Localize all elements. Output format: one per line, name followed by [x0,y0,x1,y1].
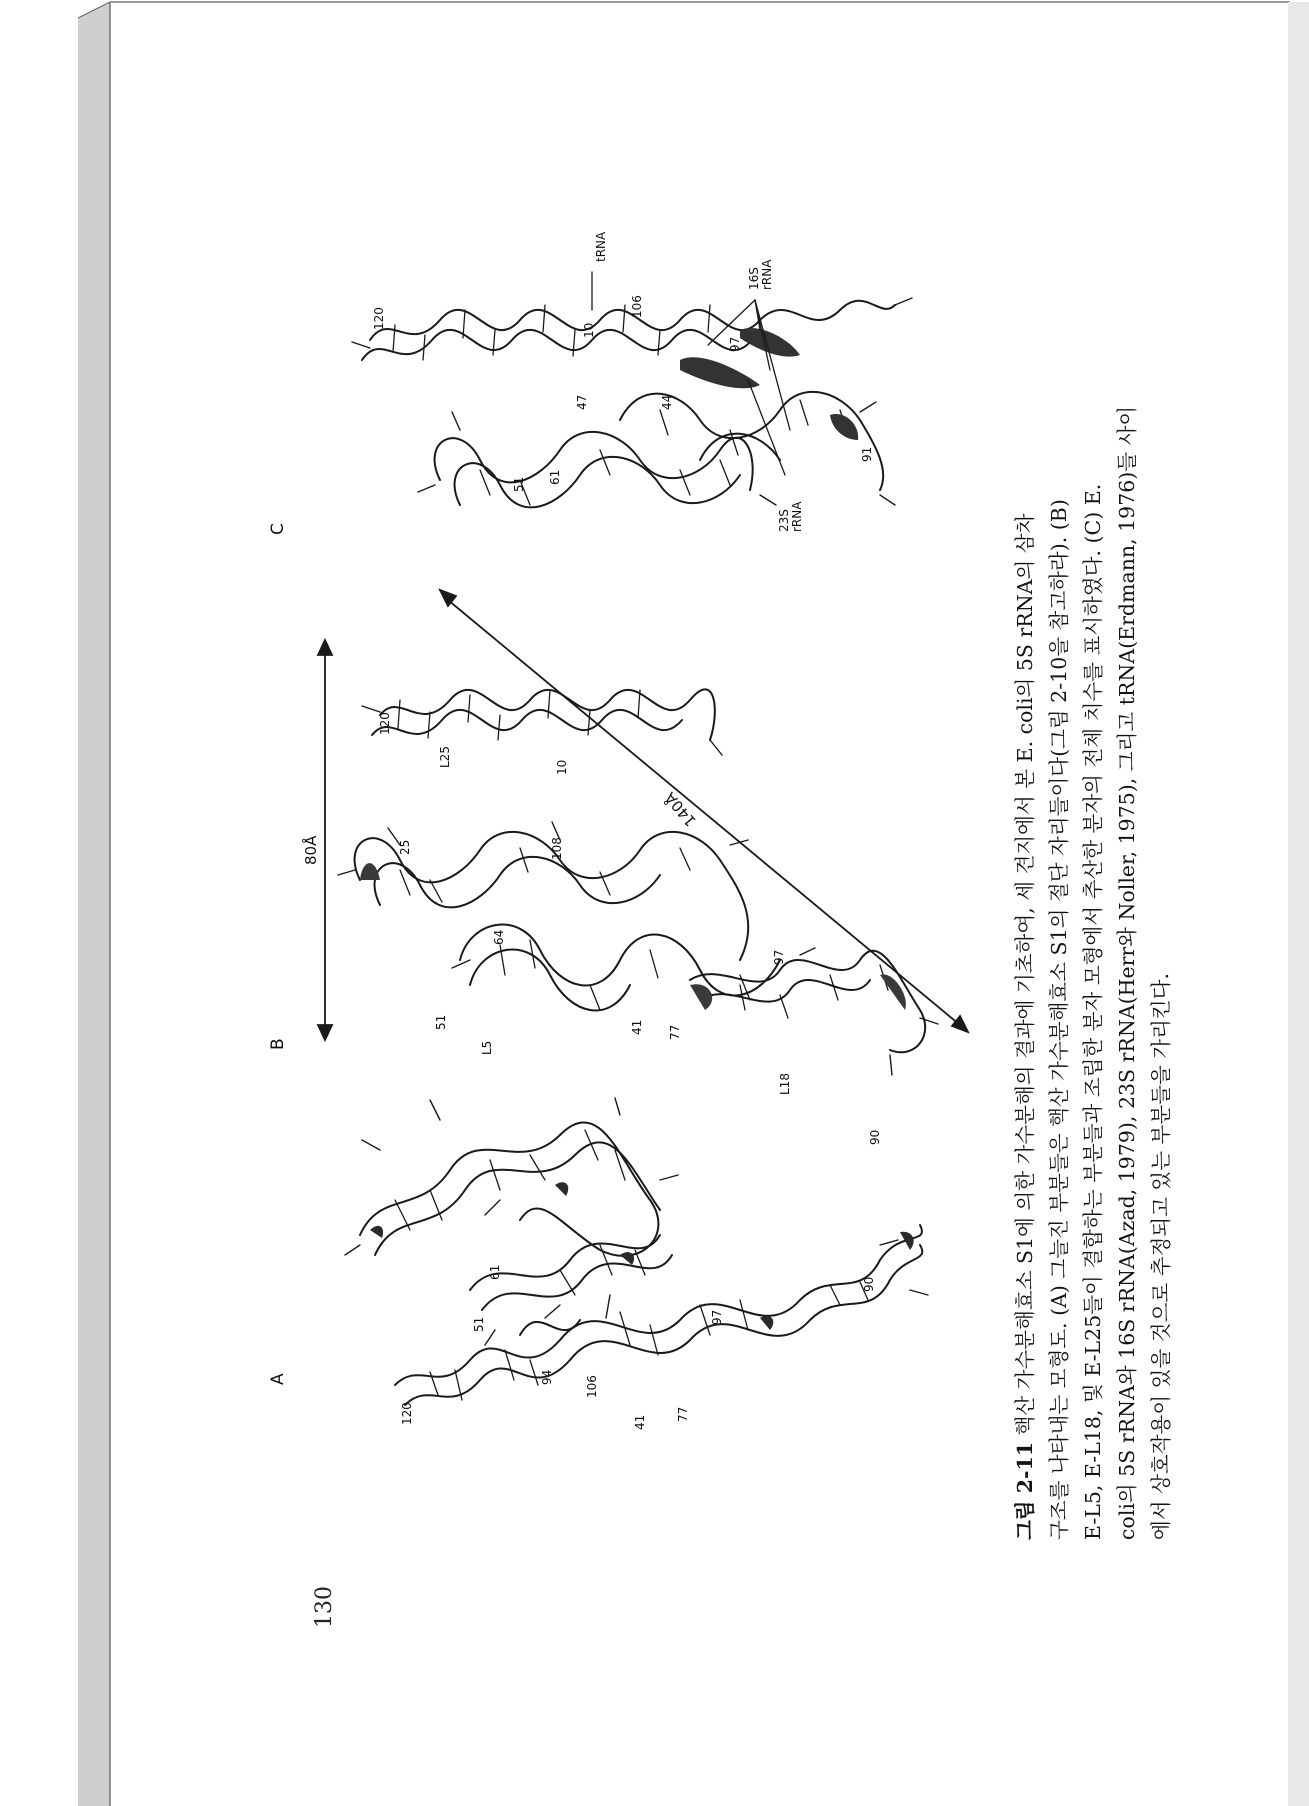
panel-c-number: 120 [372,307,386,330]
panel-c-number: 10 [582,322,596,338]
panel-c-number: 106 [630,295,644,318]
panel-b-number: 90 [868,1129,882,1145]
rrna-16s-label: 16S rRNA [747,259,774,290]
panel-b-number: L25 [438,746,452,768]
caption-line-4: coli의 5S rRNA와 16S rRNA(Azad, 1979), 23S rRNA(Herr와 Noller, 1975), 그리고 tRNA(Erdmann, 1976)들 사이 [1115,405,1139,1540]
panel-a-number: 77 [676,1406,690,1422]
panel-a-number: 51 [472,1316,486,1332]
caption-line-1 [1008,210,1042,1540]
caption-line-5: 에서 상호작용이 있을 것으로 추정되고 있는 부분들을 가리킨다. [1149,972,1173,1540]
scale-80-label: 80Å [302,835,320,865]
panel-b-number: L5 [480,1040,494,1055]
panel-a-number: 61 [488,1264,502,1280]
caption-line-2: 구조를 나타내는 모형도. (A) 그늘진 부분들은 핵산 가수분해효소 S1의 절단 자리들이다(그림 2-10을 참고하라). (B) [1047,499,1071,1540]
page-number: 130 [312,1586,337,1628]
panel-a-structure [345,1098,928,1405]
panel-b-number: 25 [398,839,412,855]
figure-caption [1008,210,1178,1540]
panel-a-number: 106 [585,1375,599,1398]
panel-a-number: 41 [633,1414,647,1430]
panel-c-number: 61 [548,469,562,485]
panel-b-number: 51 [434,1014,448,1030]
panel-a-number: 120 [400,1402,414,1425]
panel-b-number: 10 [555,759,569,775]
panel-label-a: A [268,1373,288,1385]
trna-label: tRNA [594,231,608,262]
panel-c-number: 51 [512,476,526,492]
panel-b-number: 77 [668,1024,682,1040]
panel-b-number: 108 [550,837,564,860]
panel-label-c: C [268,523,288,535]
caption-line-3: E-L5, E-L18, 및 E-L25들이 결합하는 부분들과 조립한 분자 모형에서 추산한 분자의 전체 치수를 표시하였다. (C) E. [1081,483,1105,1540]
panel-b-structure [318,590,968,1075]
panel-a-number: 90 [862,1276,876,1292]
panel-b-number: 64 [492,929,506,945]
panel-b-number: 41 [630,1019,644,1035]
panel-b-number: 97 [772,949,786,965]
panel-c-number: 91 [860,446,874,462]
dimension-arrows [318,590,968,1040]
panel-c-number: 47 [575,394,589,410]
scale-140-label: 140Å [660,788,700,830]
caption-figure-label: 그림 2-11 [1013,1441,1037,1540]
rrna-23s-label: 23S rRNA [777,501,804,532]
panel-label-b: B [268,1038,288,1050]
panel-b-number: 120 [378,712,392,735]
caption-line-1-text: 핵산 가수분해효소 S1에 의한 가수분해의 결과에 기초하여, 세 견지에서 본 E. coli의 5S rRNA의 삼차 [1013,513,1037,1442]
panel-a-number: 97 [710,1309,724,1325]
panel-c-number: 97 [728,336,742,352]
panel-a-number: 94 [540,1369,554,1385]
panel-b-number: L18 [778,1073,792,1095]
panel-c-number: 44 [660,394,674,410]
